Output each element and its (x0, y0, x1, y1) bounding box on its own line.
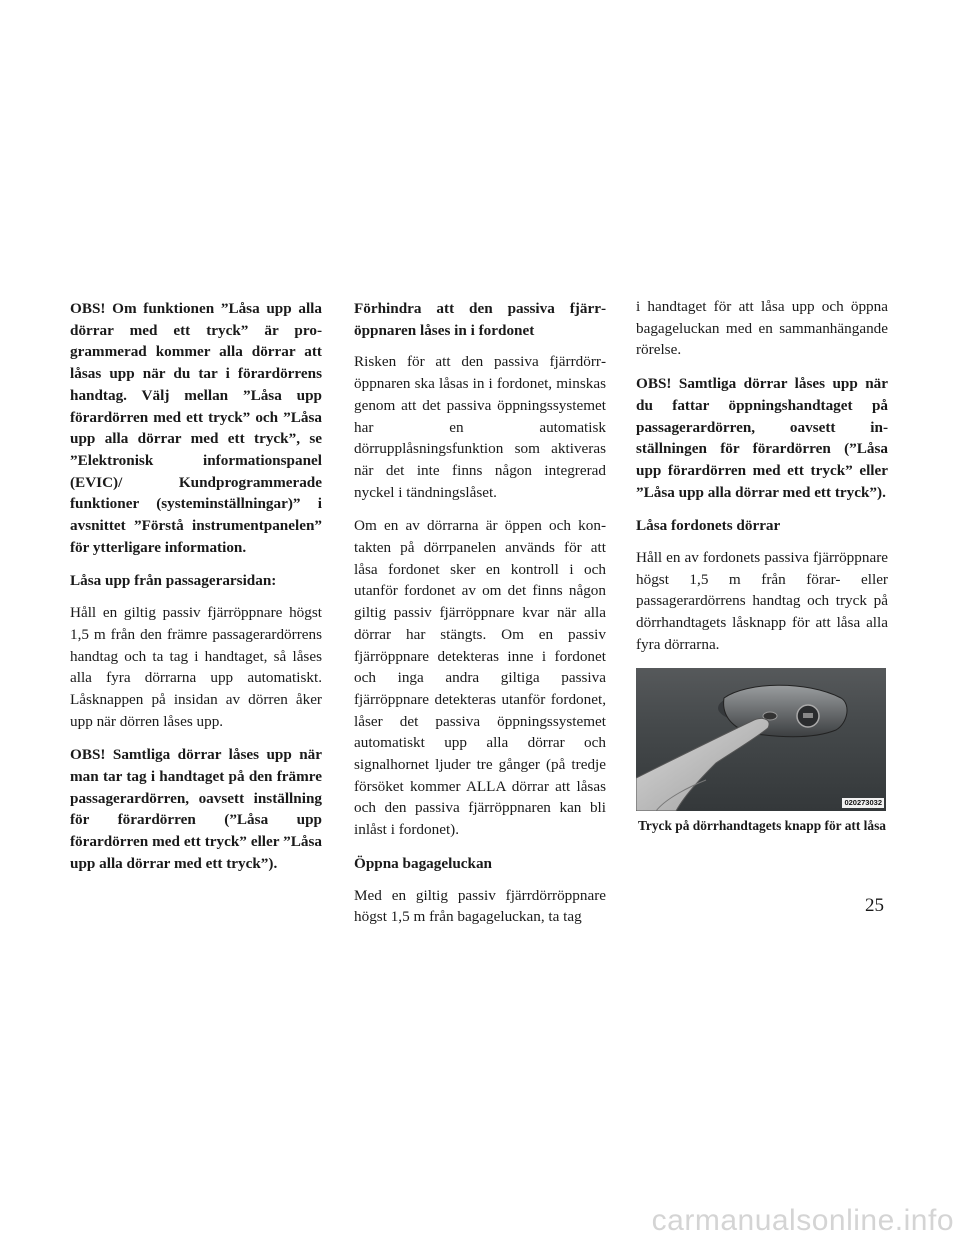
door-handle-drawing (636, 668, 886, 811)
column-right (636, 296, 888, 846)
note-passenger-door-unlock: OBS! Samtliga dörrar låses upp när man tar tag i handtaget på den främre passagerardörren, oavsett inställning för förardörren (”Låsa upp förardörren med ett tryck” eller ”Låsa upp alla dörrar med ett tryck”). (70, 746, 322, 872)
paragraph-open-liftgate: Med en giltig passiv fjärrdörröppnare högst 1,5 m från bagageluckan, ta tag (354, 886, 606, 926)
figure-code: 020273032 (844, 797, 882, 807)
note-unlock-all-doors: OBS! Om funktionen ”Låsa upp alla dörrar med ett tryck” är programmerad kommer alla dörrar att låsas upp när du tar i förardörrens handtag. Välj mellan ”Låsa upp förardörren med ett tryck” och ”Låsa upp alla dörrar med ett tryck”, se ”Elektronisk informationspanel (EVIC)/ Kundprogrammerade funktioner (systeminställningar)” i avsnittet ”Förstå instrumentpanelen” för ytterligare information. (70, 300, 322, 556)
door-handle-illustration (636, 668, 886, 811)
heading-lock-doors: Låsa fordonets dörrar (636, 517, 781, 535)
heading-open-liftgate: Öppna bagageluckan (354, 854, 493, 872)
paragraph-lock-in-risk: Risken för att den passiva fjärrdörröppnaren ska låsas in i fordonet, minskas genom att det passiva öppningssystemet har en automatisk dörrupplåsningsfunktion som aktiveras när det inte finns någon integrerad nyckel i tändningslåset. (354, 353, 606, 501)
heading-prevent-lock-in: Förhindra att den passiva fjärröppnaren låses in i fordonet (354, 300, 606, 339)
paragraph-liftgate-continued: i handtaget för att låsa upp och öppna bagageluckan med en sammanhängande rörelse. (636, 298, 888, 359)
note-grab-passenger-handle: OBS! Samtliga dörrar låses upp när du fattar öppningshandtaget på passagerardörren, oavsett inställningen för förardörren (”Låsa upp förardörren med ett tryck” eller ”Låsa upp alla dörrar med ett tryck”). (636, 375, 888, 501)
watermark: carmanualsonline.info (651, 1204, 954, 1237)
paragraph-door-open-check: Om en av dörrarna är öppen och kontakten på dörrpanelen används för att låsa fordonet sker en kontroll i och utanför fordonet av om det finns någon giltig passiv fjärröppnare kvar när alla dörrar har stängts. Om en passiv fjärröppnare detekteras inne i fordonet och inga andra giltiga passiva fjärröppnare detekteras utanför fordonet, låser det passiva öppningssystemet automatiskt upp alla dörrar och signalhornet ljuder tre gånger (på tredje försöket kommer ALLA dörrar att låsas och den passiva fjärröppnaren kan bli inlåst i fordonet). (354, 517, 606, 839)
heading-unlock-passenger-side: Låsa upp från passagerarsidan: (70, 572, 277, 590)
paragraph-unlock-passenger-side: Håll en giltig passiv fjärröppnare högst 1,5 m från den främre passagerardörrens handtag och ta tag i handtaget, så låses alla fyra dörrarna upp automatiskt. Låsknappen på insidan av dörren åker upp när dörren låses upp. (70, 604, 322, 730)
column-left (70, 298, 322, 887)
paragraph-lock-doors: Håll en av fordonets passiva fjärröppnare högst 1,5 m från förar- eller passagerardörrens handtag och tryck på dörrhandtagets låsknapp för att låsa alla fyra dörrarna. (636, 549, 888, 653)
figure-caption: Tryck på dörrhandtagets knapp för att låsa (637, 817, 886, 833)
column-middle (354, 298, 606, 940)
page-number: 25 (865, 895, 884, 916)
